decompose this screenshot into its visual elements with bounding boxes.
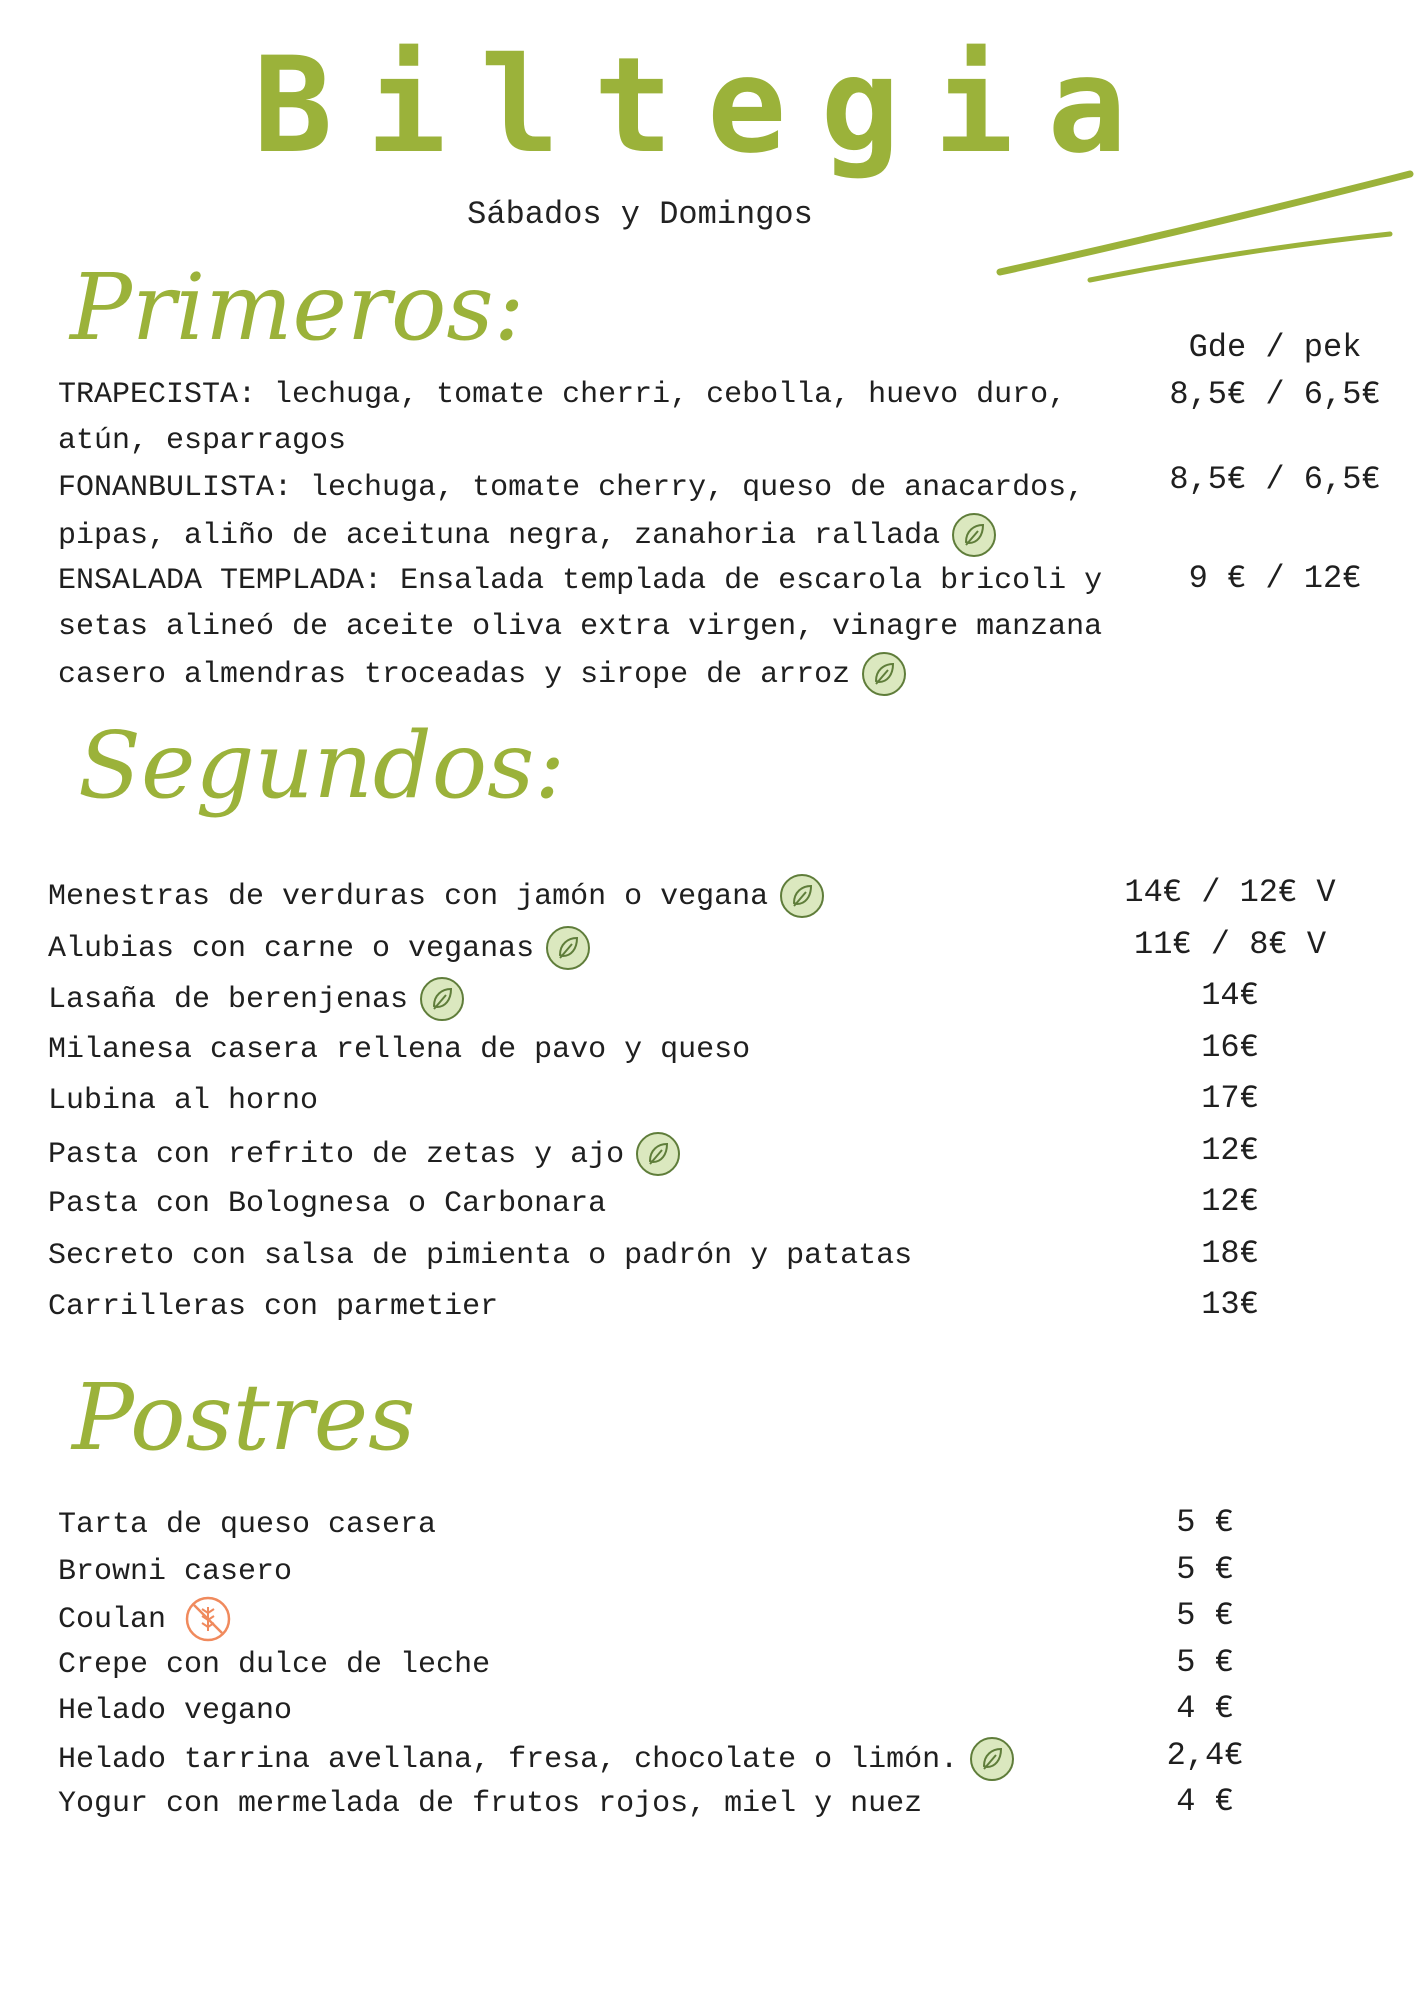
menu-item <box>48 1130 682 1178</box>
dish-price: 5 € <box>1176 1597 1234 1634</box>
leaf-icon <box>968 1735 1016 1783</box>
dish-name: Coulan <box>58 1602 167 1637</box>
dish-price: 2,4€ <box>1166 1736 1244 1774</box>
menu-item <box>48 1027 750 1073</box>
dish-price: 14€ <box>1201 977 1259 1014</box>
dish-name: Pasta con refrito de zetas y ajo <box>48 1137 625 1172</box>
dish-price: 14€ / 12€ V <box>1124 874 1336 911</box>
menu-item <box>48 924 592 972</box>
dish-name: Yogur con mermelada de frutos rojos, miel y nuez <box>58 1787 923 1821</box>
dish-name: Lubina al horno <box>48 1084 319 1118</box>
no-gluten-icon <box>184 1595 232 1643</box>
dish-name: Browni casero <box>58 1554 293 1589</box>
dish-price: 5 € <box>1176 1504 1234 1541</box>
dish-price: 8,5€ / 6,5€ <box>1169 376 1381 413</box>
section-heading-segundos: Segundos: <box>78 712 566 819</box>
dish-price: 12€ <box>1201 1131 1259 1169</box>
dish-price: 18€ <box>1201 1234 1259 1272</box>
dish-description: lechuga, tomate cherry, queso de anacardos, pipas, aliño de aceituna negra, zanahoria rallada <box>58 471 1085 553</box>
dish-price: 4 € <box>1176 1783 1234 1820</box>
dish-name: Milanesa casera rellena de pavo y queso <box>48 1032 751 1067</box>
dish-description: lechuga, tomate cherri, cebolla, huevo duro, atún, esparragos <box>58 378 1067 458</box>
menu-item <box>48 1233 912 1279</box>
dish-name: ENSALADA TEMPLADA: <box>58 564 383 598</box>
menu-days-subtitle: Sábados y Domingos <box>467 196 813 233</box>
menu-item <box>48 1181 606 1227</box>
price-column-header: Gde / pek <box>1188 329 1362 366</box>
dish-name: Menestras de verduras con jamón o vegana <box>48 879 769 914</box>
leaf-icon <box>950 511 998 559</box>
leaf-icon <box>418 975 466 1023</box>
dish-price: 11€ / 8€ V <box>1133 925 1327 963</box>
section-heading-postres: Postres <box>72 1364 416 1471</box>
menu-item <box>58 1595 232 1643</box>
menu-item <box>48 1284 498 1330</box>
dish-name: Carrilleras con parmetier <box>48 1290 499 1324</box>
menu-item <box>58 1781 922 1827</box>
dish-price: 5 € <box>1176 1643 1234 1681</box>
dish-name: Tarta de queso casera <box>58 1508 437 1542</box>
section-heading-primeros: Primeros: <box>70 254 525 361</box>
dish-name: Pasta con Bolognesa o Carbonara <box>48 1187 607 1221</box>
dish-price: 8,5€ / 6,5€ <box>1169 461 1381 498</box>
dish-name: Crepe con dulce de leche <box>58 1647 491 1682</box>
dish-price: 9 € / 12€ <box>1188 560 1362 597</box>
primeros-item-3 <box>58 558 1138 698</box>
dish-price: 12€ <box>1201 1183 1259 1220</box>
menu-item <box>58 1549 292 1595</box>
menu-item <box>58 1642 490 1688</box>
leaf-icon <box>634 1130 682 1178</box>
menu-item <box>58 1688 292 1734</box>
primeros-item-1 <box>58 372 1118 464</box>
menu-item <box>58 1502 436 1548</box>
menu-item <box>48 1078 318 1124</box>
menu-item <box>48 872 826 920</box>
dish-description: Ensalada templada de escarola bricoli y setas alineó de aceite oliva extra virgen, vinagre manzana casero almendras troceadas y sirope de arroz <box>58 564 1103 692</box>
dish-name: Helado vegano <box>58 1694 293 1728</box>
menu-item <box>58 1735 1016 1783</box>
dish-name: Helado tarrina avellana, fresa, chocolate o limón. <box>58 1742 959 1777</box>
leaf-icon <box>860 650 908 698</box>
dish-price: 13€ <box>1201 1286 1259 1323</box>
dish-price: 5 € <box>1176 1550 1234 1588</box>
dish-name: Alubias con carne o veganas <box>48 931 535 966</box>
menu-item <box>48 975 466 1023</box>
dish-name: Lasaña de berenjenas <box>48 982 409 1017</box>
leaf-icon <box>778 872 826 920</box>
dish-price: 4 € <box>1176 1690 1234 1727</box>
dish-name: Secreto con salsa de pimienta o padrón y patatas <box>48 1238 913 1273</box>
dish-price: 17€ <box>1201 1080 1259 1117</box>
restaurant-title: Biltegia <box>253 29 1161 183</box>
dish-name: FONANBULISTA: <box>58 471 293 505</box>
decorative-brush-stroke <box>990 160 1414 290</box>
primeros-item-2 <box>58 465 1118 559</box>
leaf-icon <box>544 924 592 972</box>
dish-price: 16€ <box>1201 1028 1259 1066</box>
dish-name: TRAPECISTA: <box>58 378 257 412</box>
